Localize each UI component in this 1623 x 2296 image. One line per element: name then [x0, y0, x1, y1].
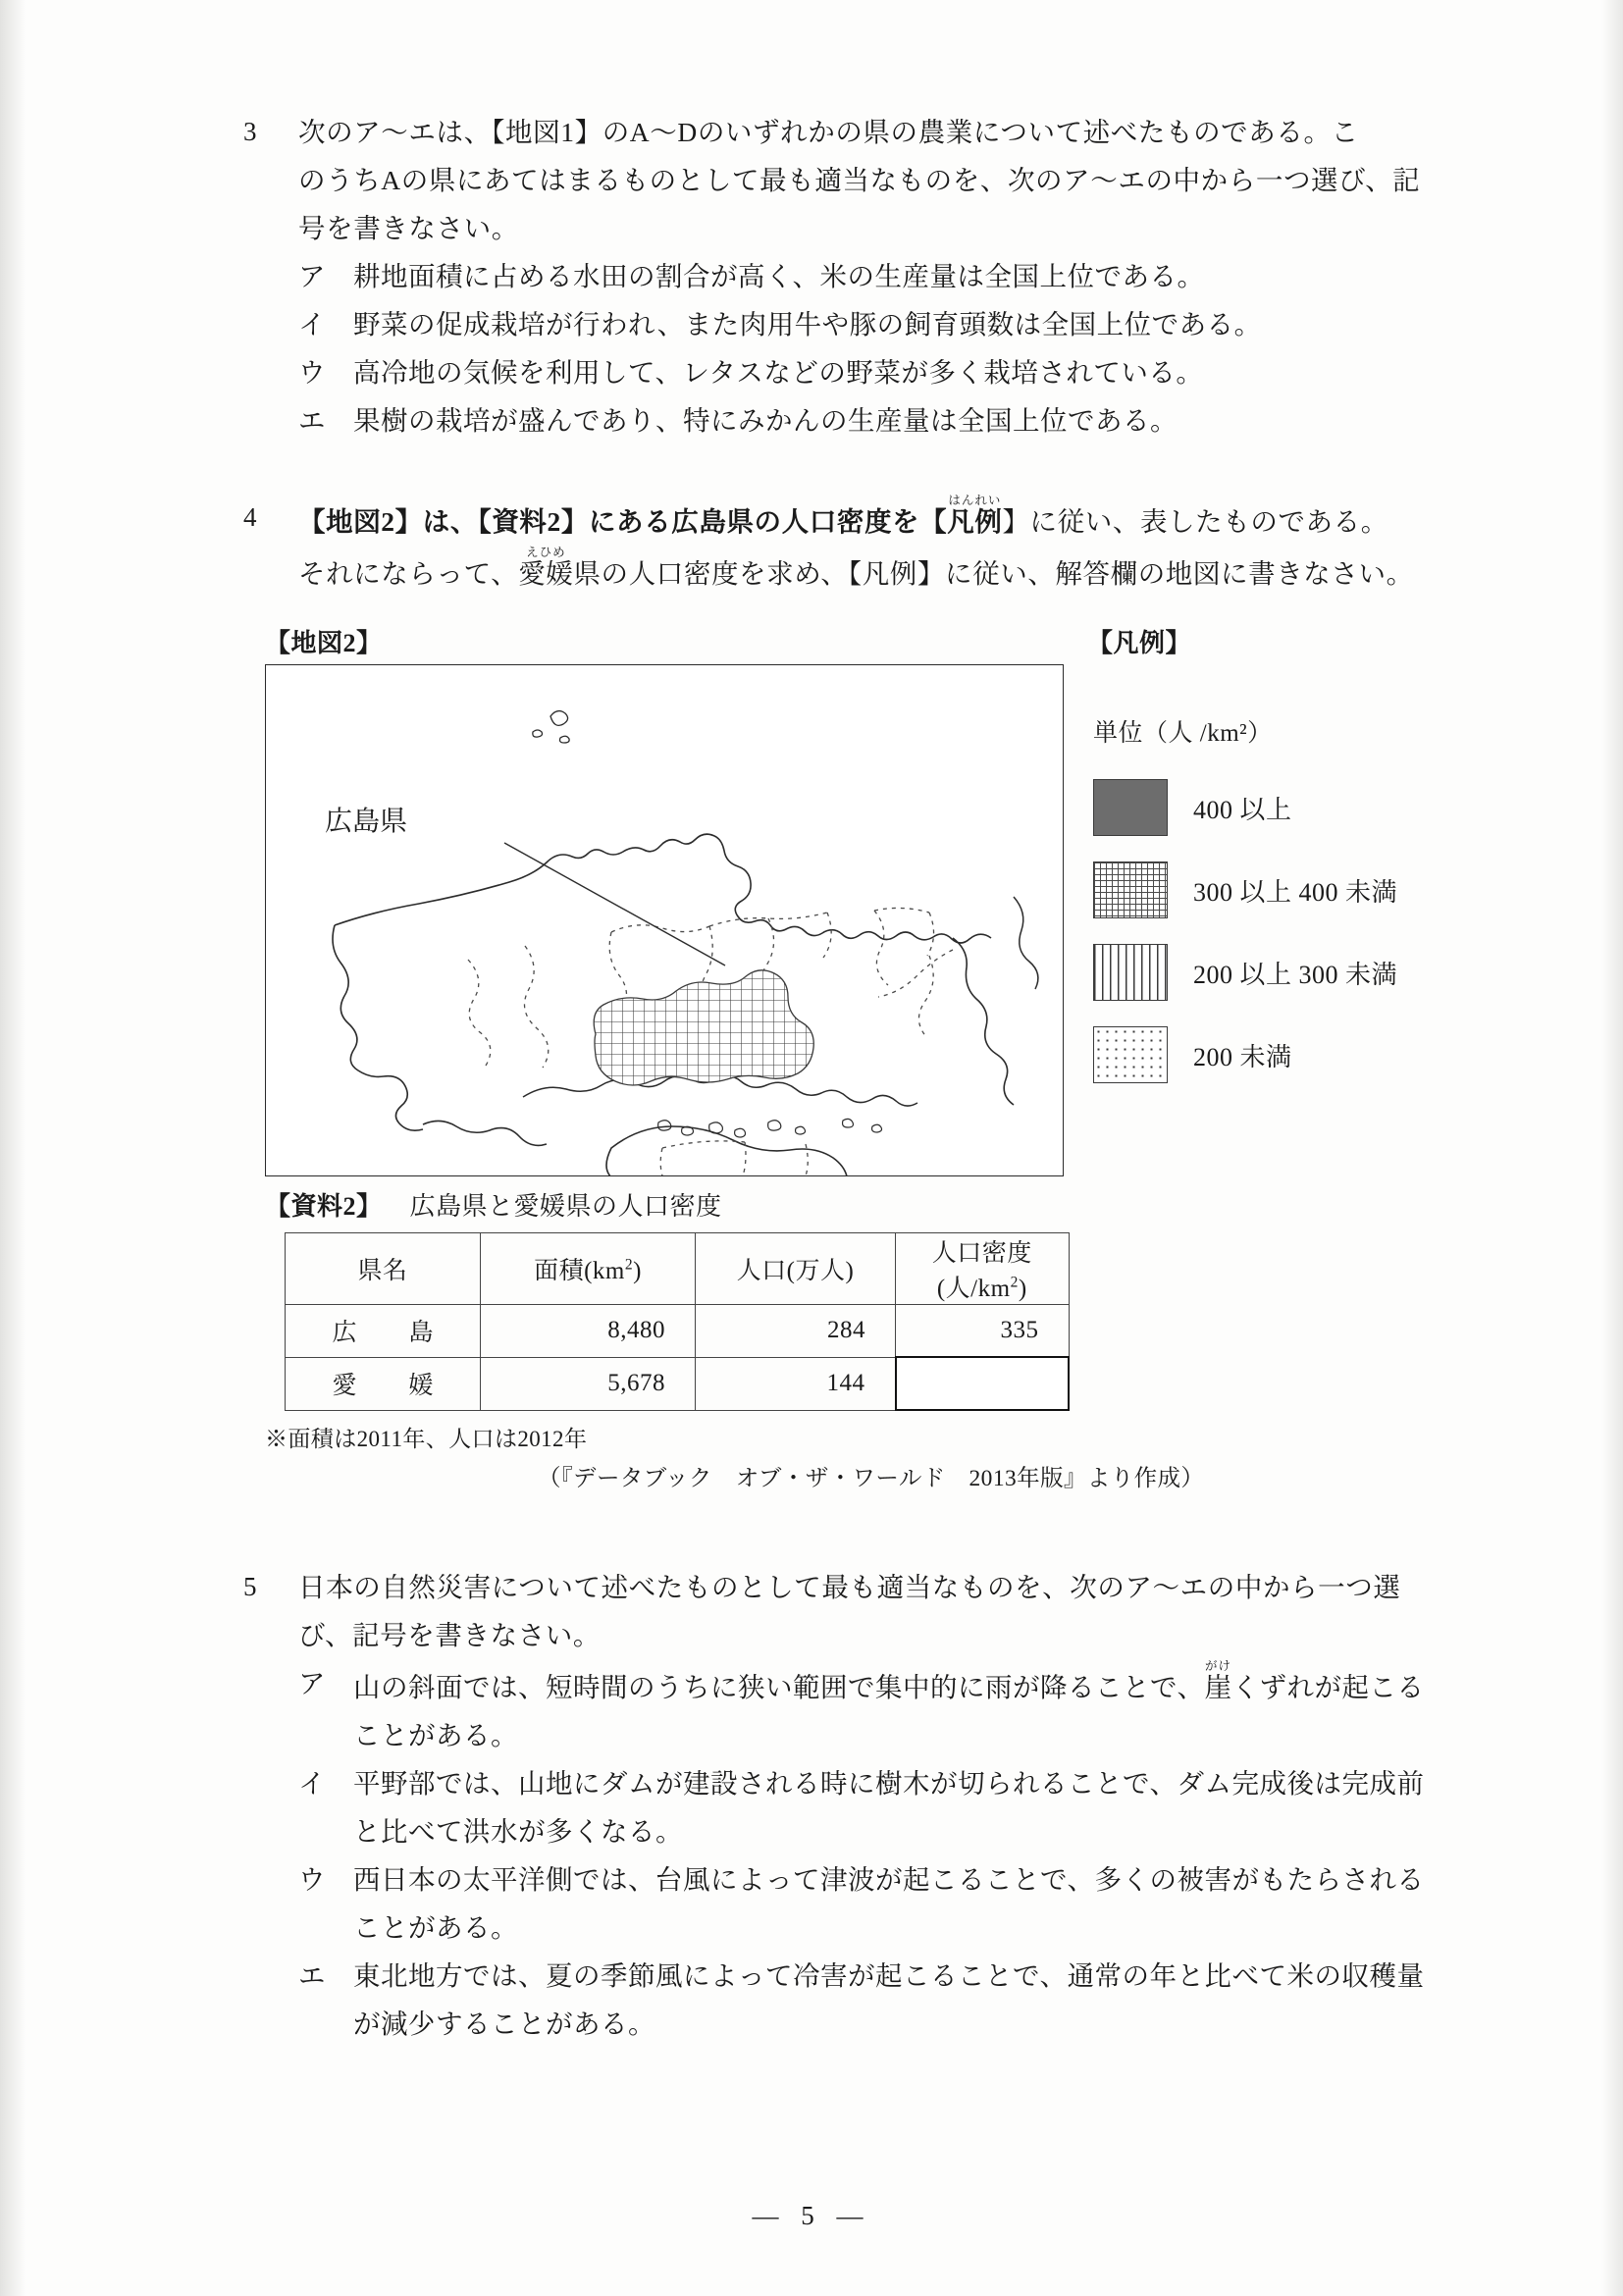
question-4	[243, 494, 1470, 598]
legend-label-2: 200 以上 300 未満	[1193, 960, 1398, 989]
choice-text: 野菜の促成栽培が行われ、また肉用牛や豚の飼育頭数は全国上位である。	[353, 309, 1262, 339]
table-header-row	[286, 1233, 1070, 1305]
question-3-number: 3	[243, 117, 258, 146]
hiroshima-map-label: 広島県	[325, 807, 408, 837]
question-5-choice-i-line2	[243, 1807, 1470, 1855]
choice-mark: イ	[298, 1768, 326, 1799]
spacer	[243, 1492, 1470, 1563]
choice-mark: ウ	[298, 357, 326, 388]
map-and-legend-figure	[243, 623, 1470, 1182]
legend-item-2	[1093, 931, 1456, 1014]
shiryo2-title-line	[265, 1186, 1470, 1223]
choice-mark: エ	[298, 1960, 326, 1991]
shiryo2-note-source: （『データブック オブ・ザ・ワールド 2013年版』より作成）	[538, 1466, 1205, 1491]
choice-text: 西日本の太平洋側では、台風によって津波が起こることで、多くの被害がもたらされる	[353, 1864, 1425, 1895]
legend-swatch-dots	[1093, 1026, 1168, 1083]
choice-text: 高冷地の気候を利用して、レタスなどの野菜が多く栽培されている。	[353, 357, 1204, 388]
choice-mark: ア	[298, 261, 326, 291]
choice-text-cont: と比べて洪水が多くなる。	[353, 1816, 683, 1847]
question-3-stem-line-3	[243, 204, 1470, 252]
hanrei-ruby-text: はんれい	[947, 494, 1003, 507]
shiryo2-title: 広島県と愛媛県の人口密度	[409, 1192, 722, 1221]
hiroshima-leader-line	[504, 843, 725, 965]
choice-text-cont: が減少することがある。	[353, 2009, 655, 2039]
th-population: 人口(万人)	[696, 1233, 896, 1305]
question-4-stem-line-1	[243, 494, 1470, 546]
question-5-choice-a-line2	[243, 1711, 1470, 1759]
spacer	[390, 1192, 403, 1221]
legend-box	[1093, 713, 1456, 1096]
legend-swatch-solid	[1093, 779, 1168, 836]
choice-text: 耕地面積に占める水田の割合が高く、米の生産量は全国上位である。	[353, 261, 1205, 291]
cell-density-ehime-answer-box[interactable]	[896, 1357, 1070, 1410]
question-5-choice-u-line2	[243, 1904, 1470, 1952]
question-5-choice-u[interactable]	[243, 1855, 1470, 1904]
th-density: 人口密度(人$/km^2$)	[896, 1233, 1070, 1305]
legend-item-0	[1093, 766, 1456, 849]
question-5-choice-e[interactable]	[243, 1952, 1470, 2000]
question-5-stem-text-2: び、記号を書きなさい。	[298, 1620, 601, 1650]
cell-pref-ehime: 愛 媛	[286, 1357, 481, 1410]
cell-density-hiroshima: 335	[896, 1305, 1070, 1358]
choice-text: 果樹の栽培が盛んであり、特にみかんの生産量は全国上位である。	[353, 405, 1178, 436]
gake-ruby-text: がけ	[1204, 1659, 1232, 1673]
hanrei-ruby	[947, 494, 1003, 537]
choice-text-cont: ことがある。	[353, 1720, 518, 1750]
question-4-stem-line-2	[243, 546, 1470, 598]
choice-mark: イ	[298, 309, 326, 339]
hanrei-base: 凡例	[947, 506, 1003, 537]
question-3	[243, 108, 1470, 444]
legend-label-0: 400 以上	[1193, 795, 1292, 824]
page-content	[243, 108, 1470, 2054]
question-4-stem-text-1	[298, 494, 1470, 546]
question-3-stem-text-3: 号を書きなさい。	[298, 213, 519, 243]
q4-l2-part-a: それにならって、	[298, 558, 519, 589]
question-5-choice-e-line2	[243, 2000, 1470, 2048]
legend-item-1	[1093, 849, 1456, 931]
question-3-stem-text-2: のうちAの県にあてはまるものとして最も適当なものを、次のア〜エの中から一つ選び、記	[298, 165, 1421, 195]
question-4-number: 4	[243, 502, 258, 532]
question-5-choice-i[interactable]	[243, 1759, 1470, 1807]
cell-population-ehime: 144	[696, 1357, 896, 1410]
q4-text-part-a: 【地図2】は、【資料2】にある広島県の人口密度を【	[298, 506, 948, 537]
shiryo2-label: 【資料2】	[265, 1192, 383, 1221]
page-number-footer: — 5 —	[752, 2201, 871, 2230]
question-3-choice-u[interactable]	[243, 348, 1470, 396]
map2-frame	[265, 664, 1064, 1176]
shiryo2-note-years: ※面積は2011年、人口は2012年	[265, 1427, 588, 1451]
gake-ruby	[1204, 1659, 1232, 1702]
choice-mark: エ	[298, 405, 326, 436]
legend-swatch-vertical	[1093, 944, 1168, 1001]
q4-text-part-b: 】に従い、表したものである。	[1002, 506, 1388, 537]
question-5-stem-text-1: 日本の自然災害について述べたものとして最も適当なものを、次のア〜エの中から一つ選	[298, 1572, 1401, 1602]
question-5-stem-line-1	[243, 1563, 1470, 1611]
question-3-choice-i[interactable]	[243, 300, 1470, 348]
choice-text: 平野部では、山地にダムが建設される時に樹木が切られることで、ダム完成後は完成前	[353, 1768, 1425, 1799]
question-5-stem-line-2	[243, 1611, 1470, 1659]
cell-pref-hiroshima: 広 島	[286, 1305, 481, 1358]
map2-caption: 【地図2】	[265, 629, 383, 657]
question-3-stem-line-1	[243, 108, 1470, 156]
ehime-base: 愛媛	[518, 558, 574, 589]
cell-area-ehime: 5,678	[481, 1357, 696, 1410]
choice-mark: ウ	[298, 1864, 326, 1895]
choice-a-part-b: くずれが起こる	[1231, 1672, 1425, 1702]
cell-population-hiroshima: 284	[696, 1305, 896, 1358]
question-5-choice-a[interactable]	[243, 1659, 1470, 1711]
shiryo2-block	[243, 1186, 1470, 1492]
question-3-choice-a[interactable]	[243, 252, 1470, 300]
legend-unit-label: 単位（人 /km²）	[1093, 720, 1273, 747]
population-density-table	[285, 1232, 1070, 1411]
table-row	[286, 1305, 1070, 1358]
spacer	[243, 450, 1470, 494]
th-pref: 県名	[286, 1233, 481, 1305]
question-5	[243, 1563, 1470, 2048]
legend-label-1: 300 以上 400 未満	[1193, 877, 1398, 907]
ehime-ruby-text: えひめ	[518, 546, 574, 559]
choice-mark: ア	[298, 1668, 326, 1698]
th-area: 面積$(km^2)$	[481, 1233, 696, 1305]
map2-svg	[266, 665, 1063, 1175]
cell-area-hiroshima: 8,480	[481, 1305, 696, 1358]
question-5-number: 5	[243, 1572, 258, 1601]
table-row	[286, 1357, 1070, 1410]
choice-a-part-a: 山の斜面では、短時間のうちに狭い範囲で集中的に雨が降ることで、	[353, 1672, 1205, 1702]
choice-text	[353, 1659, 1470, 1711]
ehime-ruby	[518, 546, 574, 589]
question-4-stem-text-2	[298, 546, 1470, 598]
question-3-stem-line-2	[243, 156, 1470, 204]
choice-text: 東北地方では、夏の季節風によって冷害が起こることで、通常の年と比べて米の収穫量	[353, 1960, 1425, 1991]
question-3-stem-text-1: 次のア〜エは、【地図1】のA〜Dのいずれかの県の農業について述べたものである。こ	[298, 117, 1359, 147]
legend-swatch-grid	[1093, 861, 1168, 918]
question-3-choice-e[interactable]	[243, 396, 1470, 444]
gake-base: 崖	[1204, 1672, 1232, 1702]
choice-text-cont: ことがある。	[353, 1912, 518, 1943]
q4-l2-part-b: 県の人口密度を求め、【凡例】に従い、解答欄の地図に書きなさい。	[573, 558, 1414, 589]
legend-label-3: 200 未満	[1193, 1042, 1292, 1071]
legend-caption: 【凡例】	[1087, 629, 1192, 657]
legend-item-3	[1093, 1014, 1456, 1096]
